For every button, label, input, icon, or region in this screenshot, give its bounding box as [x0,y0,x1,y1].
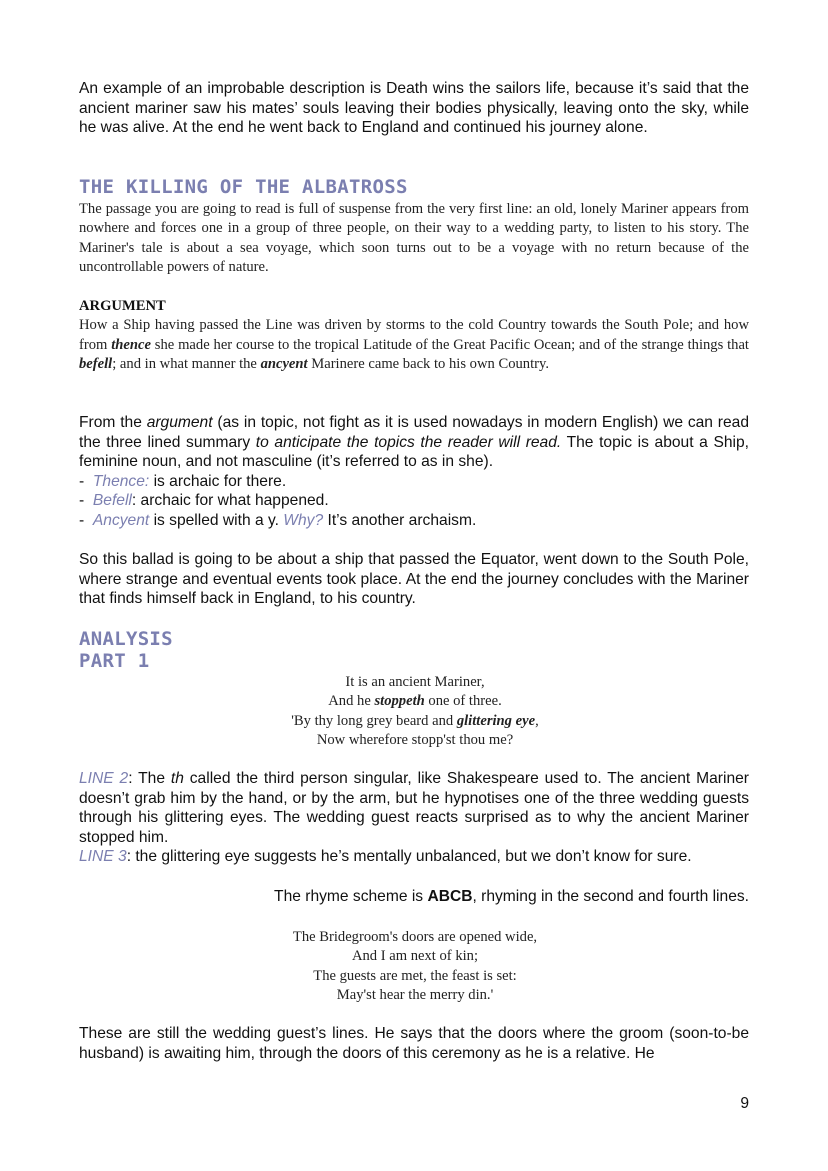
list-dash: - [79,511,85,529]
poem-line: The guests are met, the feast is set: [313,967,517,984]
rhyme-scheme: ABCB [427,888,473,905]
note-line-2 [79,769,749,847]
poem-line-2-end: one of three. [424,693,502,710]
list-item [79,472,749,492]
argument-word-befell: befell [79,356,113,373]
rhyme-scheme-line [79,887,749,907]
intro-paragraph: An example of an improbable description is Death wins the sailors life, because it’s said that the ancient mariner saw his mates’ souls leaving their bodies physically, leaving onto the sky, while he was alive. At the end he went back to England and continued his journey alone. [79,80,749,137]
list-item [79,511,749,531]
commentary-word-argument: argument [146,414,213,431]
analysis-heading-line-2: PART 1 [79,650,150,672]
albatross-paragraph: The passage you are going to read is full of suspense from the very first line: an old, lonely Mariner appears from nowhere and forces one in a group of three people, on their way to a wedding party, to listen to his story. The Mariner's tale is about a sea voyage, which soon turns out to be a voyage with no return because of the uncontrollable powers of nature. [79,201,749,276]
rhyme-part-1: The rhyme scheme is [274,888,428,905]
poem-line-2-start: And he [328,693,375,710]
stanza-1 [200,673,630,751]
term-ancyent: Ancyent [92,511,150,529]
note-line-2-part-1: : The [128,770,171,787]
note-label-line-3: LINE 3 [79,848,127,866]
note-word-th: th [170,770,184,787]
poem-word-stoppeth: stoppeth [374,693,425,710]
archaism-list [79,472,749,531]
analysis-heading [79,628,173,672]
list-item [79,491,749,511]
term-thence: Thence: [92,472,150,490]
closing-paragraph: These are still the wedding guest’s lines. He says that the doors where the groom (soon-to-be husband) is awaiting him, through the doors of this ceremony as he is a relative. He [79,1025,749,1062]
rhyme-part-2: , rhyming in the second and fourth lines. [472,888,749,905]
commentary-part-2: (as in topic, not fight as it is used nowadays in modern English) we can read the three lined summary [79,414,749,451]
line-notes [79,769,749,867]
question-why: Why? [283,511,324,529]
note-line-3-text: : the glittering eye suggests he’s mentally unbalanced, but we don’t know for sure. [126,848,692,866]
albatross-heading: THE KILLING OF THE ALBATROSS [79,176,408,198]
poem-word-glittering-eye: glittering eye [456,712,536,729]
poem-line-2 [200,692,630,711]
term-definition: : archaic for what happened. [131,492,329,510]
term-definition-end: It’s another archaism. [323,511,477,529]
poem-line-3-end: , [535,712,539,729]
poem-line: The Bridegroom's doors are opened wide, [292,929,538,945]
list-dash: - [79,472,85,490]
note-label-line-2: LINE 2 [79,770,129,787]
argument-part-3: ; and in what manner the [112,356,261,373]
stanza-2 [200,928,630,1006]
poem-line: And I am next of kin; [351,948,479,965]
term-definition: is spelled with a y. [149,511,284,529]
page-number: 9 [740,1095,749,1112]
commentary-italic-phrase: to anticipate the topics the reader will read. [255,433,562,451]
poem-line: May'st hear the merry din.' [336,987,494,1004]
argument-text [79,316,749,374]
commentary-part-1: From the [79,414,147,431]
term-befell: Befell [92,492,132,510]
note-line-3 [79,847,749,867]
list-dash: - [79,492,85,510]
argument-word-thence: thence [111,336,151,353]
commentary-section [79,413,749,531]
argument-heading: ARGUMENT [79,298,166,314]
poem-line-3 [200,712,630,731]
summary-paragraph: So this ballad is going to be about a ship that passed the Equator, went down to the South Pole, where strange and eventual events took place. At the end the journey concludes with the Mariner that finds himself back in England, to his country. [79,551,749,608]
poem-line-1: It is an ancient Mariner, [345,674,485,690]
argument-part-2: she made her course to the tropical Latitude of the Great Pacific Ocean; and of the strange things that [150,336,749,353]
commentary-part-3: The topic is about a Ship, feminine noun, and not masculine (it’s referred to as in she). [79,433,750,471]
poem-line-4: Now wherefore stopp'st thou me? [316,732,514,749]
argument-word-ancyent: ancyent [260,356,308,373]
commentary-paragraph [79,413,749,472]
term-definition: is archaic for there. [149,472,287,490]
analysis-heading-line-1: ANALYSIS [79,628,173,650]
argument-part-1: How a Ship having passed the Line was driven by storms to the cold Country towards the South Pole; and how from [79,317,749,353]
poem-line-3-start: 'By thy long grey beard and [291,712,457,729]
argument-section [79,297,749,375]
note-line-2-part-2: called the third person singular, like Shakespeare used to. The ancient Mariner doesn’t grab him by the hand, or by the arm, but he hypnotises one of the three wedding guests through his glittering eyes. The wedding guest reacts surprised as to why the ancient Mariner stopped him. [79,770,749,846]
argument-part-4: Marinere came back to his own Country. [307,356,549,373]
